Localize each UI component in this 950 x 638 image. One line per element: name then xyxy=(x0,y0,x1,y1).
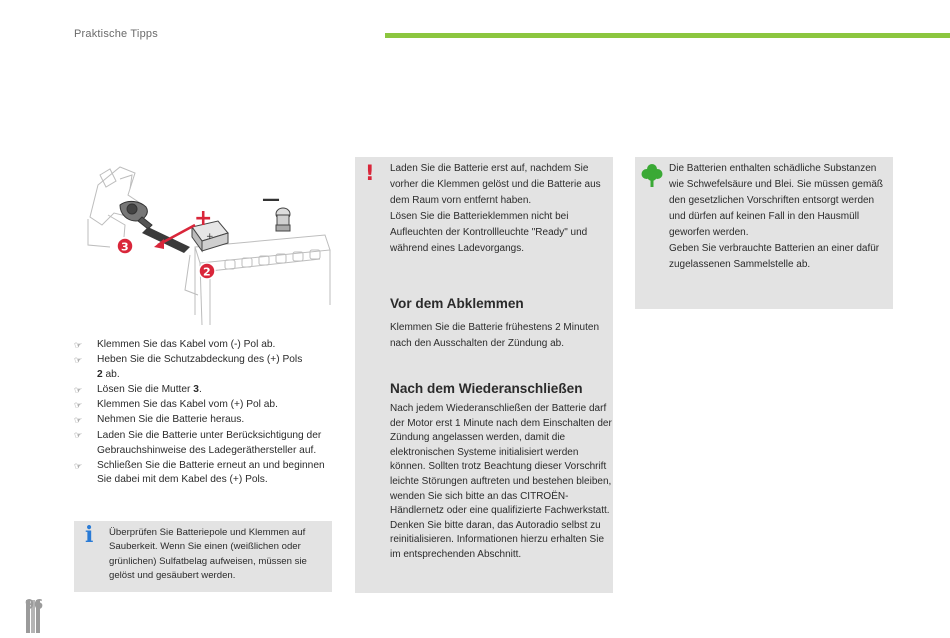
pointing-hand-icon: ☞ xyxy=(74,460,83,471)
info-icon: i xyxy=(85,522,94,548)
section-header-title: Praktische Tipps xyxy=(74,28,158,40)
procedure-steps-list xyxy=(74,338,339,488)
exclamation-icon: ! xyxy=(365,161,375,185)
callout-3-label: 3 xyxy=(121,240,129,254)
pointing-hand-icon: ☞ xyxy=(74,384,83,395)
pointing-hand-icon: ☞ xyxy=(74,355,83,365)
list-item: ☞ Schließen Sie die Batterie erneut an und beginnen Sie dabei mit dem Kabel des (+) Pols. xyxy=(74,459,325,485)
list-item: ☞ Nehmen Sie die Batterie heraus. xyxy=(74,413,339,428)
list-item: ☞ Klemmen Sie das Kabel vom (-) Pol ab. xyxy=(74,338,339,353)
header-accent-bar xyxy=(385,33,950,38)
list-item: ☞ Lösen Sie die Mutter 3. xyxy=(74,383,339,398)
svg-text:+: + xyxy=(206,232,214,242)
plus-sign: + xyxy=(194,206,213,231)
tree-icon xyxy=(641,163,663,189)
pointing-hand-icon: ☞ xyxy=(74,429,83,440)
callout-2-label: 2 xyxy=(203,265,211,279)
pointing-hand-icon: ☞ xyxy=(74,340,83,350)
page-number-text: 96 xyxy=(25,598,44,613)
info-note-box xyxy=(74,521,332,592)
info-note-text: Überprüfen Sie Batteriepole und Klemmen auf Sauberkeit. Wenn Sie einen (weißlichen oder grünlichen) Sulfatbelag aufweisen, müssen sie gelöst und gesäubert werden. xyxy=(109,527,307,582)
environment-note-text: Die Batterien enthalten schädliche Substanzen wie Schwefelsäure und Blei. Sie müssen gemäß den gesetzlichen Vorschriften entsorgt werden und dürfen auf keinen Fall in den Hausmüll geworfen werden. Geben Sie verbrauchte Batterien an einer dafür zugelassenen Sammelstelle ab. xyxy=(669,163,883,270)
section-body-before-disconnect: Klemmen Sie die Batterie frühestens 2 Minuten nach den Ausschalten der Zündung ab. xyxy=(390,322,599,349)
list-item: ☞ Laden Sie die Batterie unter Berücksichtigung der Gebrauchshinweise des Ladegeräthersteller auf. xyxy=(74,429,322,456)
pointing-hand-icon: ☞ xyxy=(74,414,83,425)
list-item: ☞ Klemmen Sie das Kabel vom (+) Pol ab. xyxy=(74,398,339,413)
section-title-after-reconnect: Nach dem Wiederanschließen xyxy=(390,381,583,396)
list-item: ☞ Heben Sie die Schutzabdeckung des (+) Pols 2 ab. xyxy=(74,354,303,380)
minus-sign: — xyxy=(262,189,280,210)
section-body-after-reconnect: Nach jedem Wiederanschließen der Batterie darf der Motor erst 1 Minute nach dem Einschalten der Zündung angelassen werden, damit die elektronischen Systeme initialisiert werden können. Sollten trotz Beachtung dieser Vorschrift leichte Störungen auftreten und bestehen bleiben, wenden Sie sich bitte an das CITROËN-Händlernetz oder eine qualifizierte Fachwerkstatt. Denken Sie bitte daran, das Autoradio selbst zu reinitialisieren. Informationen hierzu erhalten Sie im entsprechenden Abschnitt. xyxy=(390,403,612,560)
page-number xyxy=(26,600,44,633)
section-title-before-disconnect: Vor dem Abklemmen xyxy=(390,296,524,311)
pointing-hand-icon: ☞ xyxy=(74,399,83,410)
middle-column-panel xyxy=(355,157,613,593)
battery-disconnect-illustration xyxy=(80,155,335,325)
warning-text: Laden Sie die Batterie erst auf, nachdem Sie vorher die Klemmen gelöst und die Batterie aus dem Raum vorn entfernt haben. Lösen Sie die Batterieklemmen nicht bei Aufleuchten der Kontrollleuchte "Ready" und während eines Ladevorgangs. xyxy=(390,163,601,254)
environment-note-box xyxy=(635,157,893,309)
